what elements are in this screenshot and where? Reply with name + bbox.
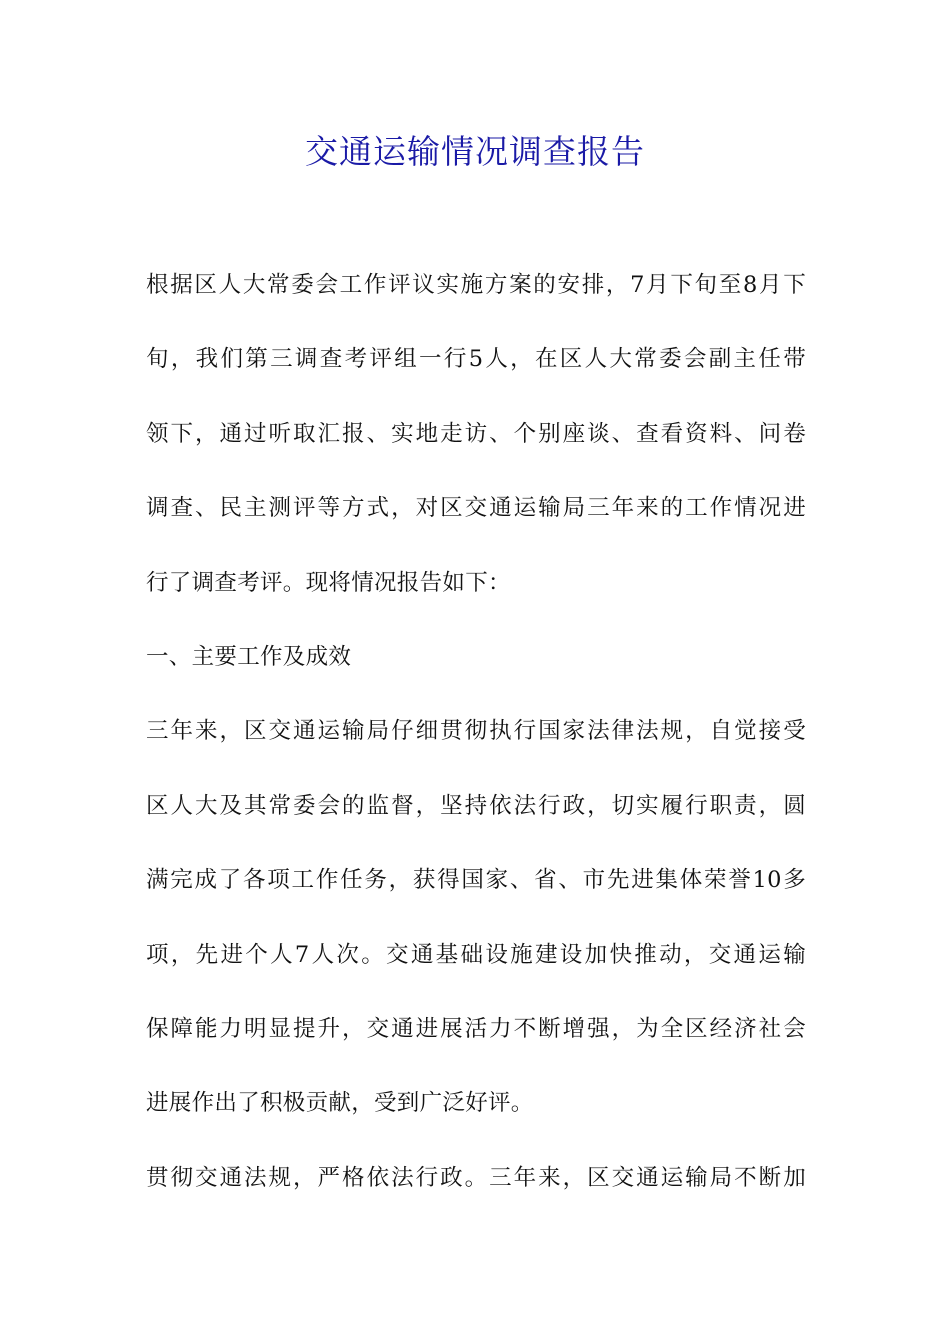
body-line: 项，先进个人7人次。交通基础设施建设加快推动，交通运输 [146, 941, 806, 968]
body-line: 区人大及其常委会的监督，坚持依法行政，切实履行职责，圆 [146, 792, 806, 819]
body-line: 领下，通过听取汇报、实地走访、个别座谈、查看资料、问卷 [146, 420, 806, 447]
document-title: 交通运输情况调查报告 [305, 132, 645, 171]
document-body [146, 258, 806, 1225]
body-line: 保障能力明显提升，交通进展活力不断增强，为全区经济社会 [146, 1015, 806, 1042]
body-line: 旬，我们第三调查考评组一行5人，在区人大常委会副主任带 [146, 346, 806, 373]
body-line: 满完成了各项工作任务，获得国家、省、市先进集体荣誉10多 [146, 867, 806, 894]
section-heading: 一、主要工作及成效 [146, 643, 352, 670]
body-line: 根据区人大常委会工作评议实施方案的安排，7月下旬至8月下 [146, 272, 806, 298]
body-line: 三年来，区交通运输局仔细贯彻执行国家法律法规，自觉接受 [146, 718, 806, 745]
body-line: 进展作出了积极贡献，受到广泛好评。 [146, 1090, 534, 1117]
body-line: 调查、民主测评等方式，对区交通运输局三年来的工作情况进 [146, 495, 806, 522]
body-line: 行了调查考评。现将情况报告如下： [146, 569, 511, 596]
body-line: 贯彻交通法规，严格依法行政。三年来，区交通运输局不断加 [146, 1164, 806, 1191]
